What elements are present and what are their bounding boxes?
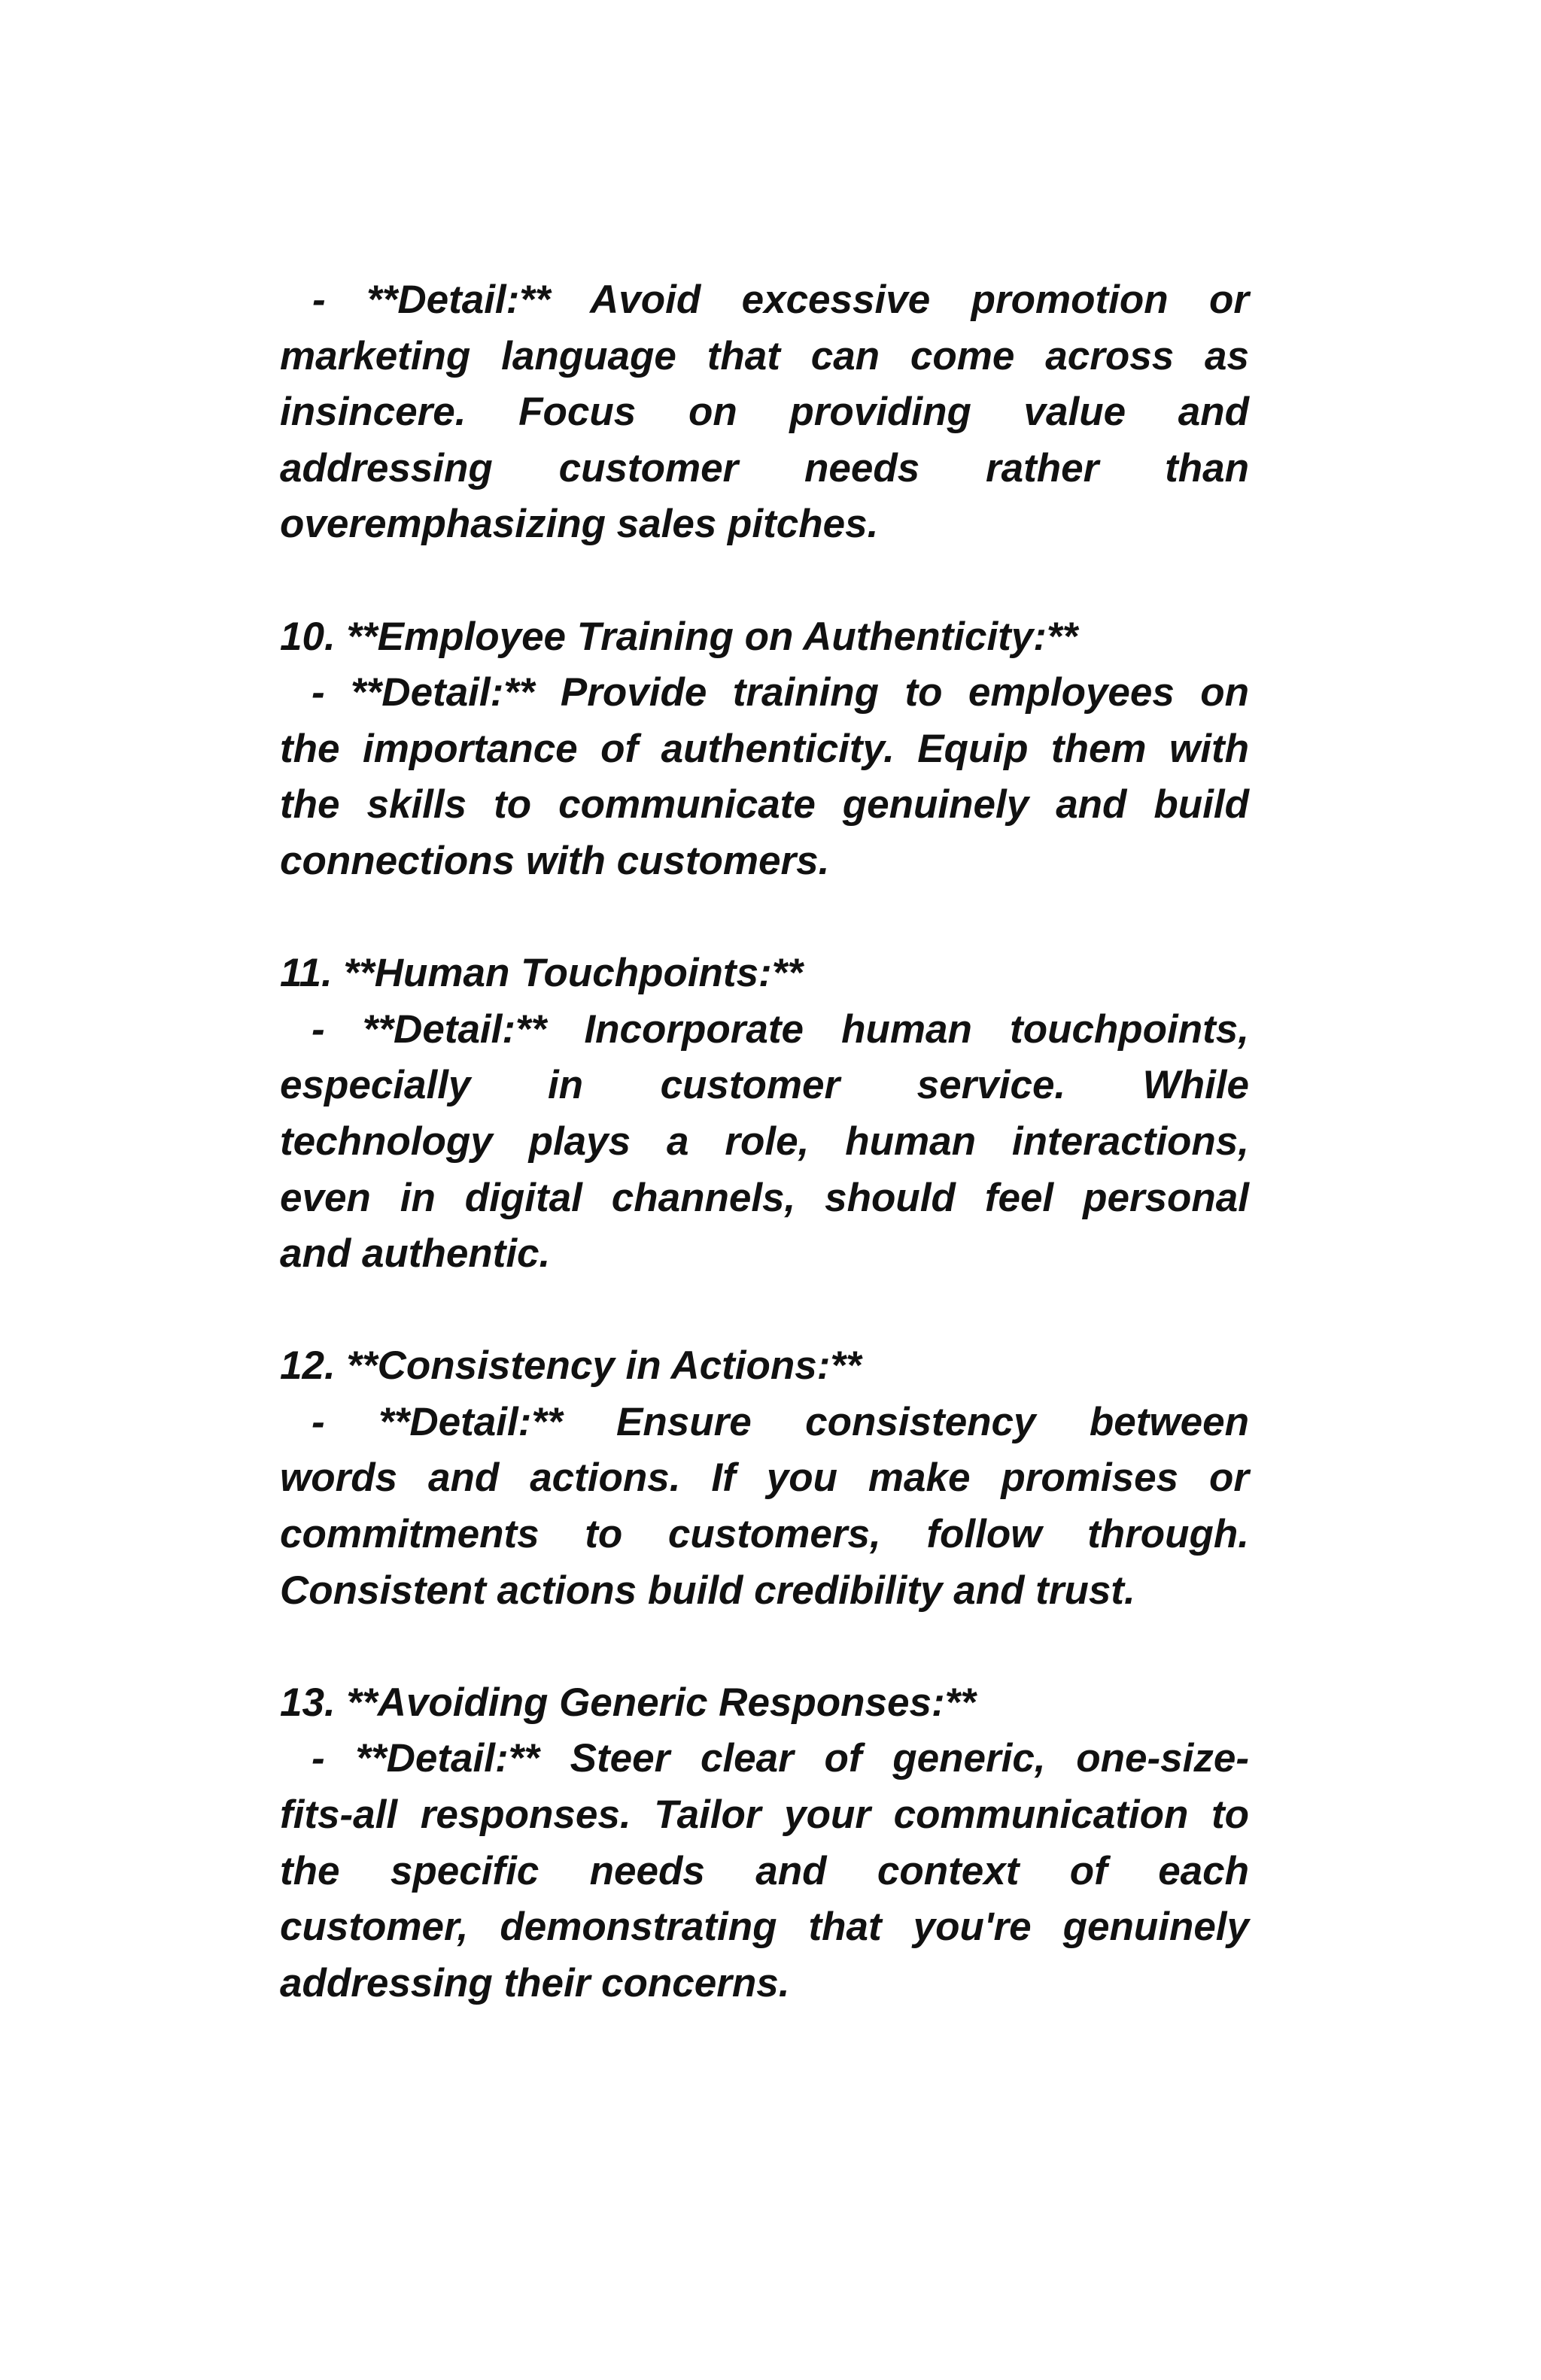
text-line: marketing language that can come across as bbox=[280, 333, 1249, 378]
text-line: the importance of authenticity. Equip them with bbox=[280, 726, 1249, 771]
list-item-12 bbox=[280, 1338, 1249, 1619]
list-item-11 bbox=[280, 946, 1249, 1283]
list-item-13 bbox=[280, 1675, 1249, 2012]
text-line: even in digital channels, should feel personal bbox=[280, 1175, 1249, 1220]
text-line: customer, demonstrating that you're genuinely bbox=[280, 1905, 1249, 1950]
intro-paragraph bbox=[280, 272, 1249, 553]
text-line: the skills to communicate genuinely and build bbox=[280, 782, 1249, 827]
text-line: words and actions. If you make promises or bbox=[280, 1456, 1249, 1501]
text-line: fits-all responses. Tailor your communication to bbox=[280, 1793, 1249, 1838]
item-heading: 11. **Human Touchpoints:** bbox=[280, 951, 803, 996]
text-line: - **Detail:** Steer clear of generic, one-size- bbox=[312, 1736, 1249, 1781]
item-heading: 13. **Avoiding Generic Responses:** bbox=[280, 1680, 976, 1725]
text-line: - **Detail:** Ensure consistency between bbox=[312, 1399, 1249, 1444]
paragraph-gap bbox=[280, 1283, 1249, 1339]
list-item-10 bbox=[280, 609, 1249, 890]
text-line: the specific needs and context of each bbox=[280, 1848, 1249, 1893]
text-line: connections with customers. bbox=[280, 838, 830, 883]
text-line: and authentic. bbox=[280, 1231, 551, 1277]
paragraph-gap bbox=[280, 553, 1249, 609]
item-heading: 12. **Consistency in Actions:** bbox=[280, 1343, 862, 1389]
text-line: insincere. Focus on providing value and bbox=[280, 390, 1249, 435]
paragraph-gap bbox=[280, 890, 1249, 946]
text-line: especially in customer service. While bbox=[280, 1063, 1249, 1108]
text-line: addressing their concerns. bbox=[280, 1960, 790, 2005]
item-heading: 10. **Employee Training on Authenticity:** bbox=[280, 614, 1078, 659]
text-line: technology plays a role, human interactions, bbox=[280, 1119, 1249, 1164]
document-page bbox=[280, 272, 1249, 2011]
text-line: - **Detail:** Avoid excessive promotion or bbox=[312, 278, 1249, 322]
text-line: - **Detail:** Incorporate human touchpoints, bbox=[312, 1006, 1249, 1052]
paragraph-gap bbox=[280, 1619, 1249, 1675]
text-line: overemphasizing sales pitches. bbox=[280, 502, 879, 547]
text-line: addressing customer needs rather than bbox=[280, 445, 1249, 490]
text-line: - **Detail:** Provide training to employees on bbox=[312, 670, 1249, 715]
text-line: Consistent actions build credibility and trust. bbox=[280, 1568, 1135, 1613]
text-line: commitments to customers, follow through. bbox=[280, 1512, 1249, 1557]
